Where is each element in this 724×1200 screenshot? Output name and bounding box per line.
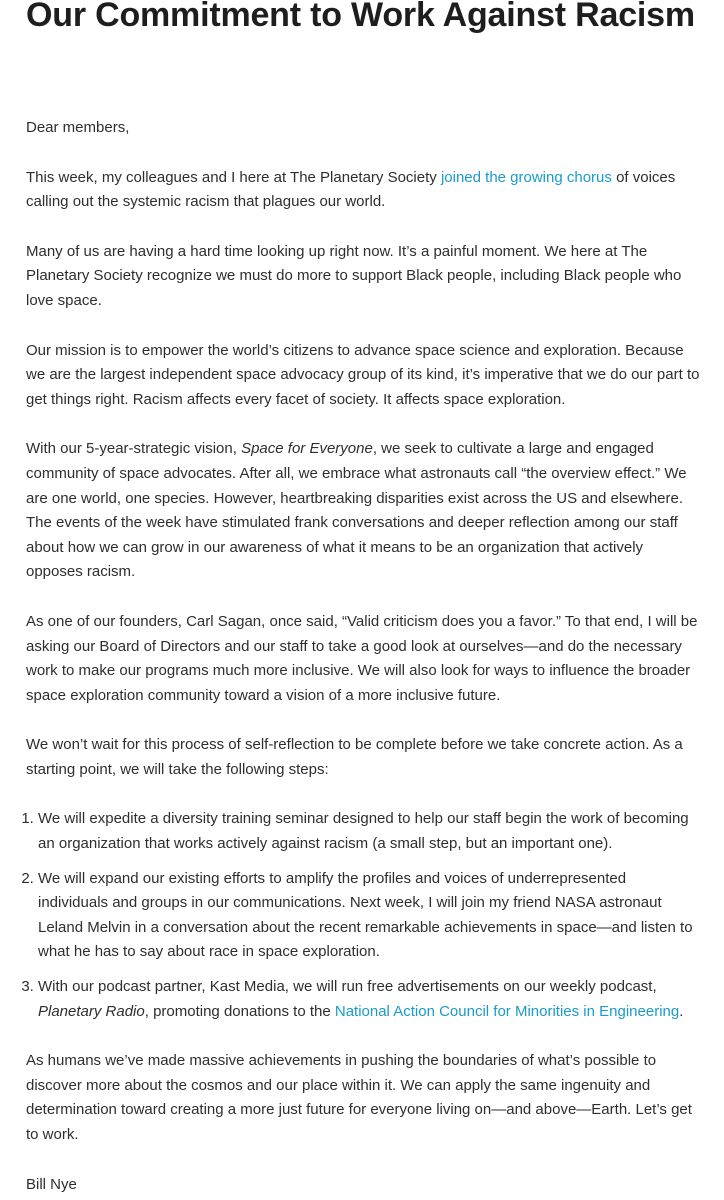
greeting: Dear members, [26, 119, 130, 136]
paragraph-4 [26, 437, 700, 585]
letter-body [26, 116, 700, 1197]
step-3-text-middle: , promoting donations to the [144, 1002, 335, 1020]
paragraph-1-text-after: of voices calling out the systemic racism that plagues our world. [26, 168, 676, 211]
step-3-text-before: With our podcast partner, Kast Media, we will run free advertisements on our weekly podcast, [38, 978, 657, 996]
paragraph-7: As humans we’ve made massive achievements in pushing the boundaries of what’s possible to discover more about the cosmos and our place within it. We can apply the same ingenuity and determination toward creating a more just future for everyone living on—and above—Earth. Let’s get to work. [26, 1052, 692, 1143]
step-item-2: 2. We will expand our existing efforts to amplify the profiles and voices of underrepresented individuals and groups in our communications. Next week, I will join my friend NASA astronaut Leland Melvin in a conversation about the recent remarkable achievements in space—and listen to what he has to say about race in space exploration. [38, 867, 700, 965]
step-3-text-after: . [679, 1002, 684, 1020]
step-item-1: 1. We will expedite a diversity training seminar designed to help our staff begin the work of becoming an organization that works actively against racism (a small step, but an important one). [38, 807, 700, 856]
page-title: Our Commitment to Work Against Racism [26, 0, 695, 34]
planetary-radio-emphasis: Planetary Radio [38, 1002, 145, 1020]
steps-list [26, 807, 700, 1024]
paragraph-1 [26, 166, 700, 215]
paragraph-4-text-before: With our 5-year-strategic vision, [26, 440, 242, 458]
paragraph-2: Many of us are having a hard time looking up right now. It’s a painful moment. We here at The Planetary Society recognize we must do more to support Black people, including Black people who love space. [26, 242, 682, 309]
paragraph-4-text-after: , we seek to cultivate a large and engaged community of space advocates. After all, we embrace what astronauts call “the overview effect.” We are one world, one species. However, heartbreaking disparities exist across the US and elsewhere. The events of the week have stimulated frank conversations and deeper reflection among our staff about how we can grow in our awareness of what it means to be an organization that actively opposes racism. [26, 440, 687, 581]
letter-page [26, 0, 700, 1193]
paragraph-1-text-before: This week, my colleagues and I here at The Planetary Society [26, 168, 441, 186]
space-for-everyone-emphasis: Space for Everyone [241, 440, 373, 458]
step-item-3 [38, 975, 700, 1024]
paragraph-6: We won’t wait for this process of self-reflection to be complete before we take concrete action. As a starting point, we will take the following steps: [26, 736, 683, 778]
nacme-link[interactable]: National Action Council for Minorities in Engineering [334, 1002, 680, 1020]
paragraph-5: As one of our founders, Carl Sagan, once said, “Valid criticism does you a favor.” To that end, I will be asking our Board of Directors and our staff to take a good look at ourselves—and do the necessary work to make our programs much more inclusive. We will also look for ways to influence the broader space exploration community toward a vision of a more inclusive future. [26, 612, 698, 704]
paragraph-3: Our mission is to empower the world’s citizens to advance space science and exploration. Because we are the largest independent space advocacy group of its kind, it’s imperative that we do our part to get things right. Racism affects every facet of society. It affects space exploration. [26, 341, 700, 408]
joined-chorus-link[interactable]: joined the growing chorus [440, 168, 612, 186]
signature: Bill Nye [26, 1175, 77, 1193]
